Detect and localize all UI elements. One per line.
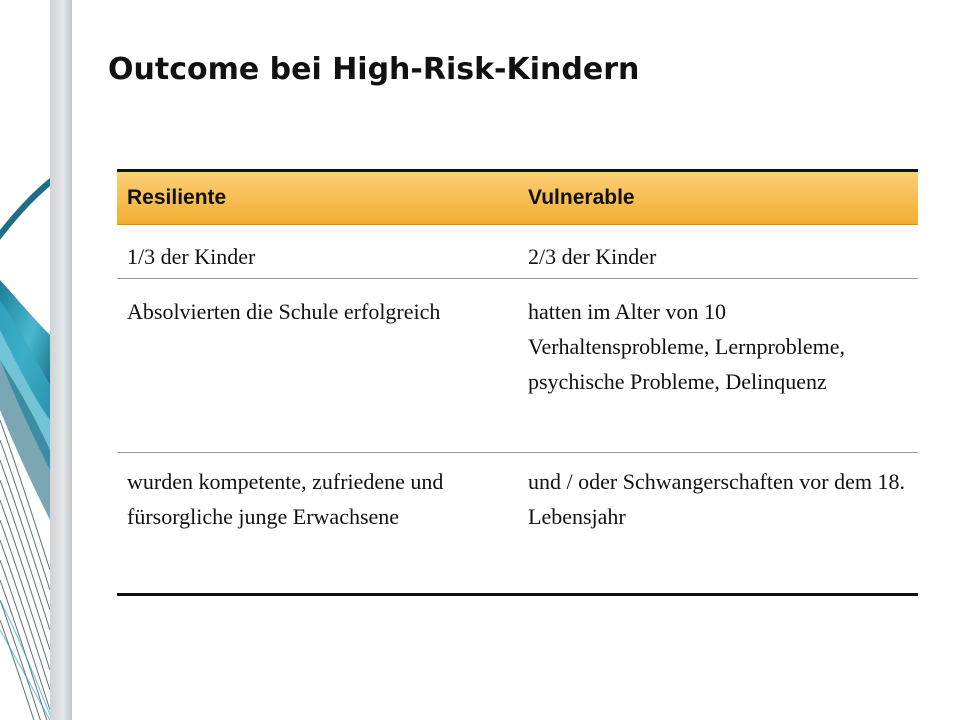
table-cell: und / oder Schwangerschaften vor dem 18. Lebensjahr <box>517 453 918 595</box>
table-cell: hatten im Alter von 10 Verhaltensprobleme, Lernprobleme, psychische Probleme, Delinquenz <box>517 279 918 453</box>
outcome-table-grid <box>117 169 918 596</box>
decorative-swirl-graphic <box>0 0 80 720</box>
slide-title: Outcome bei High-Risk-Kindern <box>108 52 640 87</box>
outcome-table <box>117 169 918 596</box>
table-row <box>117 279 918 453</box>
header-vulnerable: Vulnerable <box>517 171 918 225</box>
table-cell: 2/3 der Kinder <box>517 225 918 279</box>
table-row <box>117 453 918 595</box>
header-resiliente: Resiliente <box>117 171 517 225</box>
table-cell: 1/3 der Kinder <box>117 225 517 279</box>
table-cell: Absolvierten die Schule erfolgreich <box>117 279 517 453</box>
table-header-row <box>117 171 918 225</box>
table-header <box>117 171 918 225</box>
table-cell: wurden kompetente, zufriedene und fürsorgliche junge Erwachsene <box>117 453 517 595</box>
table-body <box>117 225 918 595</box>
table-row <box>117 225 918 279</box>
